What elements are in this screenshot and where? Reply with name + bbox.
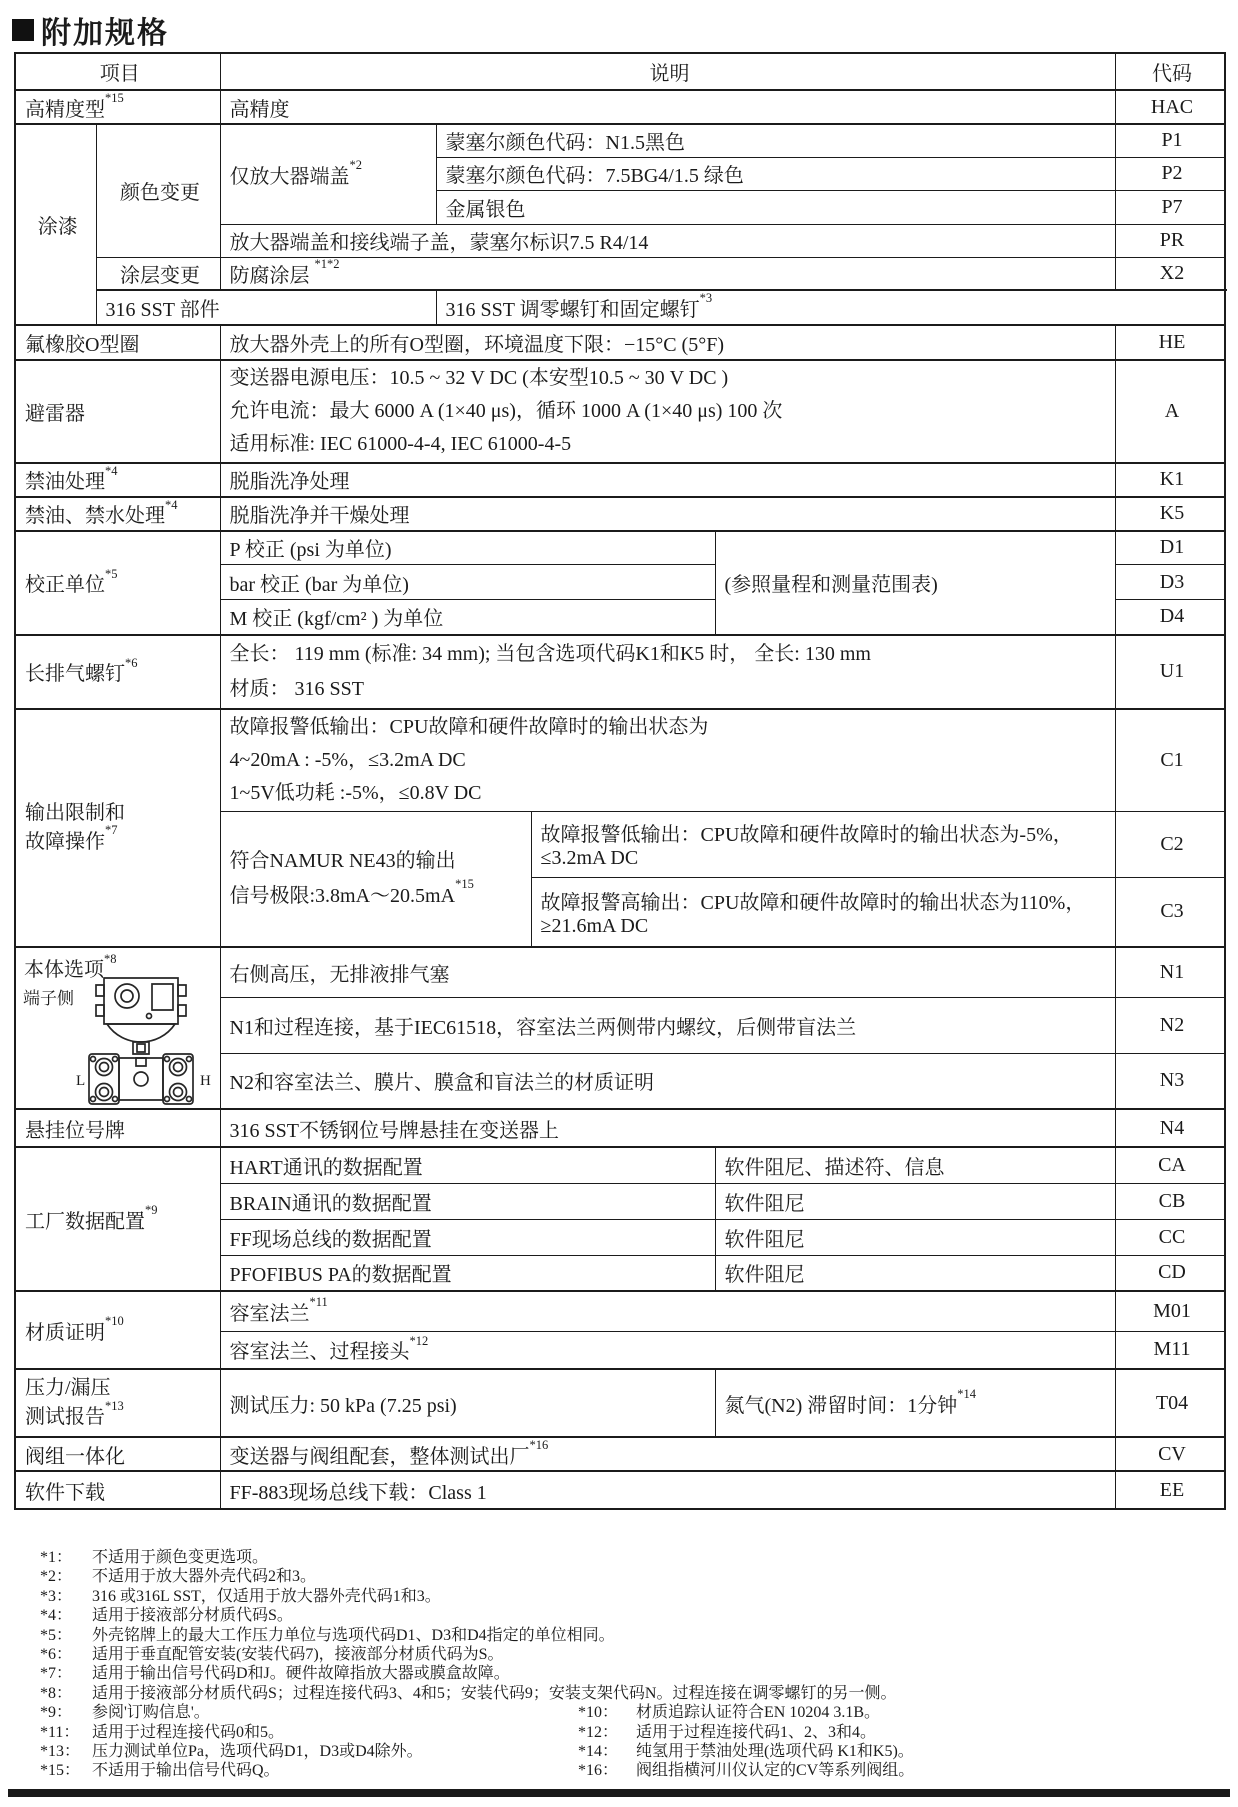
cell-code-c2: C2 <box>1115 811 1225 877</box>
cell-code-n3: N3 <box>1115 1053 1225 1109</box>
c1-line-2: 4~20mA : -5%，≤3.2mA DC <box>229 748 466 771</box>
footnote-marker: *7： <box>40 1665 73 1683</box>
page-bottom-rule <box>8 1789 1230 1797</box>
footnote-text: 适用于接液部分材质代码S。 <box>92 1607 293 1625</box>
footnote-marker: *5： <box>40 1626 73 1644</box>
cell-code-cv: CV <box>1115 1437 1225 1471</box>
cell-desc-n2: N1和过程连接，基于IEC61518，容室法兰两侧带内螺纹，后侧带盲法兰 <box>220 997 1115 1053</box>
footnote-7 <box>40 1664 1220 1683</box>
cell-desc-t04-right: 氮气(N2) 滞留时间：1分钟$^{*14}$ <box>715 1369 1115 1437</box>
cell-code-c3: C3 <box>1115 877 1225 947</box>
cell-desc-p2: 蒙塞尔颜色代码：7.5BG4/1.5 绿色 <box>436 157 1115 190</box>
cell-code-cc: CC <box>1115 1219 1225 1255</box>
footnote-text: 不适用于放大器外壳代码2和3。 <box>92 1568 317 1586</box>
cell-desc-k5: 脱脂洗净并干燥处理 <box>220 497 1115 531</box>
cell-desc-ca-right: 软件阻尼、描述符、信息 <box>715 1147 1115 1183</box>
cell-code-ee: EE <box>1115 1471 1225 1509</box>
footnote-5 <box>40 1626 1220 1645</box>
footnote-text: 参阅'订购信息'。 <box>92 1704 210 1722</box>
cell-code-cd: CD <box>1115 1255 1225 1291</box>
cell-code-k5: K5 <box>1115 497 1225 531</box>
footnote-13-14 <box>40 1742 1220 1761</box>
footnote-text: 纯氢用于禁油处理(选项代码 K1和K5)。 <box>636 1743 914 1761</box>
arrester-line-2: 允许电流：最大 6000 A (1×40 μs)，循环 1000 A (1×40 μs) 100 次 <box>229 399 783 422</box>
cell-item-hac: 高精度型$^{*15}$ <box>15 90 220 124</box>
footnote-marker: *2： <box>40 1568 73 1586</box>
cell-desc-cv: 变送器与阀组配套，整体测试出厂$^{*16}$ <box>220 1437 1115 1471</box>
low-pressure-label: L <box>76 1073 86 1089</box>
footnote-marker: *6： <box>40 1646 73 1664</box>
cell-desc-cc: FF现场总线的数据配置 <box>220 1219 715 1255</box>
cell-code-n4: N4 <box>1115 1109 1225 1147</box>
cell-item-software: 软件下载 <box>15 1471 220 1509</box>
footnote-text: 不适用于输出信号代码Q。 <box>92 1762 280 1780</box>
cell-desc-t04-left: 测试压力: 50 kPa (7.25 psi) <box>220 1369 715 1437</box>
footnote-marker: *8： <box>40 1684 73 1702</box>
footnote-text: 适用于接液部分材质代码S；过程连接代码3、4和5；安装代码9；安装支架代码N。过程连接在调零螺钉的另一侧。 <box>92 1684 897 1702</box>
footnote-3 <box>40 1587 1220 1606</box>
cell-code-n1: N1 <box>1115 947 1225 997</box>
vent-line-2: 材质： 316 SST <box>229 677 364 700</box>
cell-item-oil-free: 禁油处理$^{*4}$ <box>15 463 220 497</box>
cell-desc-d4: M 校正 (kgf/cm² ) 为单位 <box>220 600 715 635</box>
footnote-text: 适用于垂直配管安装(安装代码7)，接液部分材质代码为S。 <box>92 1646 504 1664</box>
cell-code-u1: U1 <box>1115 635 1225 709</box>
cell-code-p7: P7 <box>1115 190 1225 224</box>
cell-code-cb: CB <box>1115 1183 1225 1219</box>
cell-desc-x2: 防腐涂层 $^{*1*2}$ <box>220 257 1115 290</box>
namur-line-2: 信号极限$:3.8mA\sim 20.5mA^{*15}$ <box>229 877 474 907</box>
output-item-line-1: 输出限制和 <box>25 801 125 824</box>
body-option-label: 本体选项$^{*8}$ <box>24 951 117 981</box>
cell-desc-hac: 高精度 <box>220 90 1115 124</box>
cell-item-oring: 氟橡胶O型圈 <box>15 325 220 360</box>
cell-code-t04: T04 <box>1115 1369 1225 1437</box>
cell-desc-cb: BRAIN通讯的数据配置 <box>220 1183 715 1219</box>
footnotes <box>40 1548 1220 1781</box>
cell-desc-m11: 容室法兰、过程接头$^{*12}$ <box>220 1331 1115 1369</box>
col-header-item: 项目 <box>15 53 220 90</box>
cell-desc-cd: PFOFIBUS PA的数据配置 <box>220 1255 715 1291</box>
high-pressure-label: H <box>200 1073 211 1089</box>
cell-item-oil-water-free: 禁油、禁水处理$^{*4}$ <box>15 497 220 531</box>
cell-code-hac: HAC <box>1115 90 1225 124</box>
output-item-line-2: 故障操作$^{*7}$ <box>25 823 118 853</box>
cell-code-k1: K1 <box>1115 463 1225 497</box>
footnote-marker: *13： <box>40 1743 81 1761</box>
cell-code-x2: X2 <box>1115 257 1225 290</box>
cell-desc-arrester <box>220 360 1115 463</box>
cell-item-arrester: 避雷器 <box>15 360 220 463</box>
footnote-marker: *15： <box>40 1762 81 1780</box>
cell-item-coating-change: 涂层变更 <box>96 257 220 290</box>
cell-item-material-cert: 材质证明$^{*10}$ <box>15 1291 220 1369</box>
footnote-text: 外壳铭牌上的最大工作压力单位与选项代码D1、D3和D4指定的单位相同。 <box>92 1626 615 1644</box>
c1-line-3: 1~5V低功耗 :-5%，≤0.8V DC <box>229 781 482 804</box>
arrester-line-1: 变送器电源电压：10.5 ~ 32 V DC (本安型10.5 ~ 30 V DC ) <box>229 366 729 389</box>
footnote-1 <box>40 1548 1220 1567</box>
cell-code-he: HE <box>1115 325 1225 360</box>
cell-code-d4: D4 <box>1115 600 1225 635</box>
cell-code-c1: C1 <box>1115 709 1225 812</box>
cell-code-a: A <box>1115 360 1225 463</box>
footnote-marker: *16： <box>578 1762 619 1780</box>
footnote-text: 材质追踪认证符合EN 10204 3.1B。 <box>636 1704 881 1722</box>
cell-code-m11: M11 <box>1115 1331 1225 1369</box>
cell-item-sst: 316 SST 部件 <box>96 290 436 325</box>
cell-item-paint: 涂漆 <box>15 124 96 325</box>
cell-desc-d1: P 校正 (psi 为单位) <box>220 531 715 565</box>
section-title <box>12 8 169 52</box>
footnote-text: 适用于过程连接代码1、2、3和4。 <box>636 1723 877 1741</box>
cell-code-m01: M01 <box>1115 1291 1225 1331</box>
cell-item-output-limit <box>15 709 220 948</box>
cell-desc-c3: 故障报警高输出：CPU故障和硬件故障时的输出状态为110%，≥21.6mA DC <box>531 877 1115 947</box>
footnote-marker: *12： <box>578 1723 619 1741</box>
cell-desc-p7: 金属银色 <box>436 190 1115 224</box>
footnote-marker: *3： <box>40 1587 73 1605</box>
cell-code-p2: P2 <box>1115 157 1225 190</box>
footnote-8 <box>40 1684 1220 1703</box>
footnote-marker: *14： <box>578 1743 619 1761</box>
cell-item-body-option <box>15 947 220 1109</box>
cell-desc-ee: FF-883现场总线下载：Class 1 <box>220 1471 1115 1509</box>
cell-item-vent-plug: 长排气螺钉$^{*6}$ <box>15 635 220 709</box>
footnote-marker: *1： <box>40 1549 73 1566</box>
namur-line-1: 符合NAMUR NE43的输出 <box>229 849 456 872</box>
page-title: 附加规格 <box>41 17 169 50</box>
cell-item-tag-plate: 悬挂位号牌 <box>15 1109 220 1147</box>
footnote-text: 适用于输出信号代码D和J。硬件故障指放大器或膜盒故障。 <box>92 1665 510 1683</box>
cell-item-color-change: 颜色变更 <box>96 124 220 257</box>
cell-desc-p1: 蒙塞尔颜色代码：N1.5黑色 <box>436 124 1115 157</box>
cell-code-n2: N2 <box>1115 997 1225 1053</box>
terminal-side-label: 端子侧 <box>23 989 74 1008</box>
c1-line-1: 故障报警低输出：CPU故障和硬件故障时的输出状态为 <box>229 715 709 738</box>
footnote-15-16 <box>40 1761 1220 1780</box>
footnote-text: 阀组指横河川仪认定的CV等系列阀组。 <box>636 1762 915 1780</box>
footnote-text: 不适用于颜色变更选项。 <box>92 1549 269 1566</box>
cell-desc-pr: 放大器端盖和接线端子盖，蒙塞尔标识7.5 R4/14 <box>220 224 1115 257</box>
cell-item-pressure-test <box>15 1369 220 1437</box>
cell-code-pr: PR <box>1115 224 1225 257</box>
cell-item-amp-cover: 仅放大器端盖$^{*2}$ <box>220 124 436 224</box>
arrester-line-3: 适用标准: IEC 61000-4-4, IEC 61000-4-5 <box>229 432 572 455</box>
footnote-marker: *4： <box>40 1607 73 1625</box>
cell-item-namur <box>220 811 531 947</box>
cell-desc-he: 放大器外壳上的所有O型圈，环境温度下限：−15°C (5°F) <box>220 325 1115 360</box>
section-marker-icon <box>12 19 34 41</box>
footnote-2 <box>40 1567 1220 1586</box>
cell-desc-ca: HART通讯的数据配置 <box>220 1147 715 1183</box>
col-header-code: 代码 <box>1115 53 1225 90</box>
col-header-description: 说明 <box>220 53 1115 90</box>
cell-item-manifold: 阀组一体化 <box>15 1437 220 1471</box>
cell-desc-m01: 容室法兰$^{*11}$ <box>220 1291 1115 1331</box>
footnote-marker: *10： <box>578 1704 619 1722</box>
spec-table <box>14 52 1226 1510</box>
cell-calib-ref: (参照量程和测量范围表) <box>715 531 1115 635</box>
pressure-test-line-1: 压力/漏压 <box>25 1377 111 1399</box>
cell-code-d1: D1 <box>1115 531 1225 565</box>
footnote-11-12 <box>40 1723 1220 1742</box>
footnote-text: 适用于过程连接代码0和5。 <box>92 1723 285 1741</box>
cell-code-d3: D3 <box>1115 565 1225 600</box>
footnote-text: 压力测试单位Pa，选项代码D1，D3或D4除外。 <box>92 1743 423 1761</box>
footnote-4 <box>40 1606 1220 1625</box>
cell-desc-cc-right: 软件阻尼 <box>715 1219 1115 1255</box>
cell-desc-hc: 316 SST 调零螺钉和固定螺钉$^{*3}$ <box>436 290 1225 325</box>
cell-desc-cb-right: 软件阻尼 <box>715 1183 1115 1219</box>
cell-desc-c1 <box>220 709 1115 812</box>
cell-code-ca: CA <box>1115 1147 1225 1183</box>
cell-desc-n4: 316 SST不锈钢位号牌悬挂在变送器上 <box>220 1109 1115 1147</box>
footnote-text: 316 或316L SST，仅适用于放大器外壳代码1和3。 <box>92 1587 441 1605</box>
pressure-test-line-2: 测试报告$^{*13}$ <box>25 1398 124 1428</box>
cell-item-calib: 校正单位$^{*5}$ <box>15 531 220 635</box>
cell-desc-cd-right: 软件阻尼 <box>715 1255 1115 1291</box>
cell-item-factory-config: 工厂数据配置$^{*9}$ <box>15 1147 220 1291</box>
cell-desc-k1: 脱脂洗净处理 <box>220 463 1115 497</box>
transmitter-diagram <box>74 975 214 1107</box>
footnote-marker: *9： <box>40 1704 73 1722</box>
footnote-marker: *11： <box>40 1723 80 1741</box>
cell-desc-u1 <box>220 635 1115 709</box>
cell-desc-c2: 故障报警低输出：CPU故障和硬件故障时的输出状态为-5%，≤3.2mA DC <box>531 811 1115 877</box>
footnote-6 <box>40 1645 1220 1664</box>
vent-line-1: 全长： 119 mm (标准: 34 mm); 当包含选项代码K1和K5 时， 全长: 130 mm <box>229 642 871 665</box>
cell-desc-d3: bar 校正 (bar 为单位) <box>220 565 715 600</box>
cell-desc-n3: N2和容室法兰、膜片、膜盒和盲法兰的材质证明 <box>220 1053 1115 1109</box>
footnote-9-10 <box>40 1703 1220 1722</box>
cell-desc-n1: 右侧高压，无排液排气塞 <box>220 947 1115 997</box>
cell-code-p1: P1 <box>1115 124 1225 157</box>
